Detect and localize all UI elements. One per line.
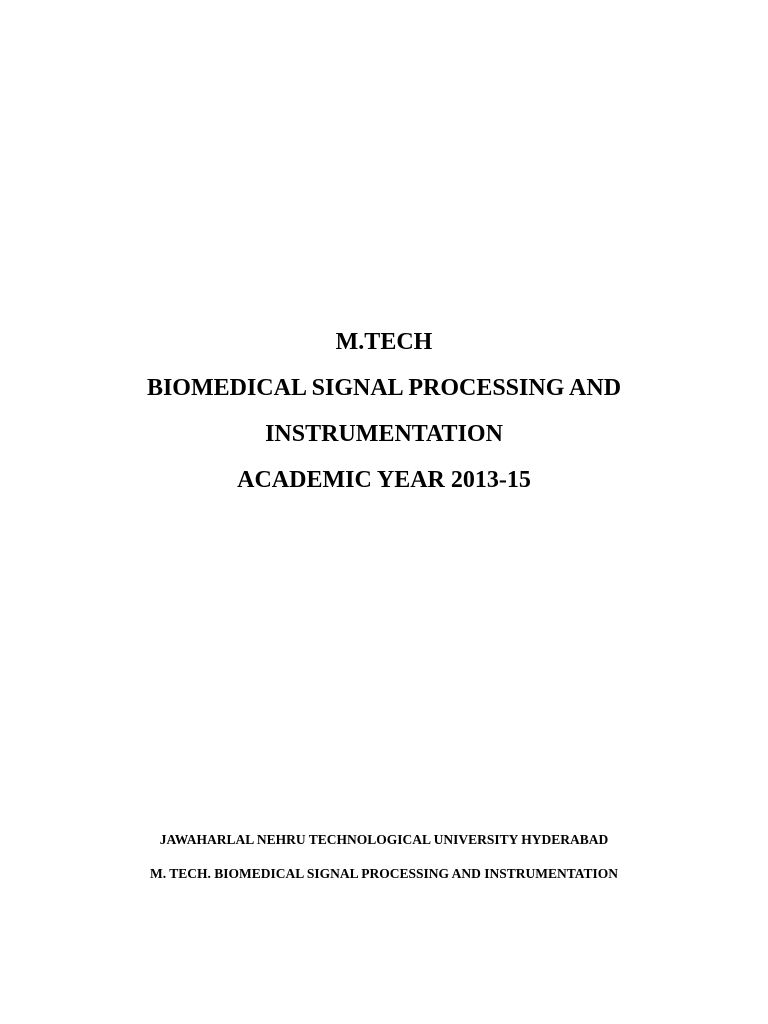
program-name: M. TECH. BIOMEDICAL SIGNAL PROCESSING AND INSTRUMENTATION — [149, 866, 619, 881]
program-title-line-1: BIOMEDICAL SIGNAL PROCESSING AND — [146, 375, 622, 401]
program-title-line-2: INSTRUMENTATION — [265, 421, 503, 447]
title-block — [0, 330, 768, 514]
degree-title: M.TECH — [335, 329, 433, 355]
footer-block — [0, 832, 768, 900]
university-name: JAWAHARLAL NEHRU TECHNOLOGICAL UNIVERSITY HYDERABAD — [159, 832, 609, 847]
academic-year: ACADEMIC YEAR 2013-15 — [237, 467, 531, 493]
